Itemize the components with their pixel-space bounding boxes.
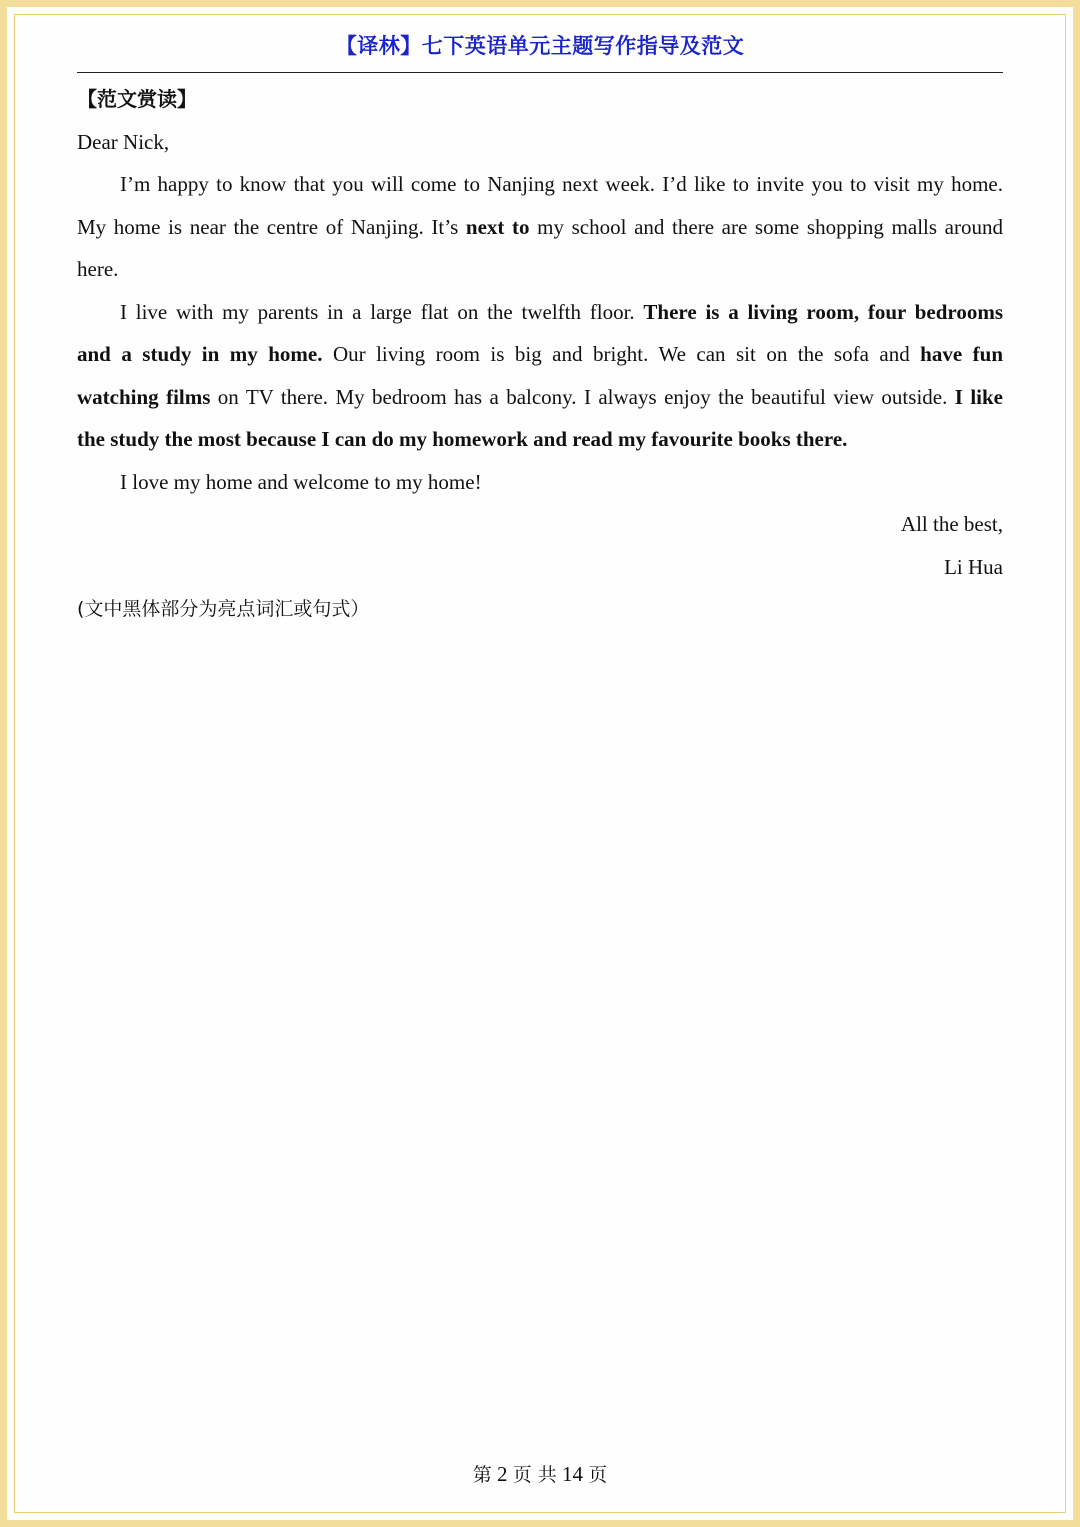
highlight-phrase: the study the most because I can do my homework and read my favourite books there. — [77, 427, 848, 451]
paragraph-2-line-1 — [77, 291, 1003, 334]
text-run: my school and there are some shopping malls around — [529, 214, 1003, 239]
total-page-number: 14 — [562, 1462, 584, 1486]
letter-closing: All the best, — [900, 512, 1003, 536]
highlight-phrase: I like — [954, 384, 1003, 409]
highlight-phrase: and a study in my home. — [77, 342, 323, 366]
paragraph-1-line-2 — [77, 206, 1003, 249]
highlight-phrase: watching films — [77, 384, 211, 409]
page-footer — [0, 1460, 1080, 1487]
footer-middle: 页 共 — [512, 1464, 557, 1486]
highlight-phrase: There is a living room, four bedrooms — [643, 299, 1004, 324]
text-run: Our living room is big and bright. We can sit on the sofa and — [322, 342, 921, 366]
paragraph-2-line-3 — [77, 376, 1003, 419]
header-title: 【译林】七下英语单元主题写作指导及范文 — [335, 34, 745, 58]
highlight-phrase: have fun — [920, 342, 1003, 366]
current-page-number: 2 — [496, 1462, 508, 1486]
paragraph-2-line-2 — [77, 333, 1003, 376]
document-body — [77, 78, 1003, 631]
paragraph-2-line-4 — [77, 418, 1003, 461]
highlight-phrase: next to — [465, 214, 530, 239]
highlight-note: (文中黑体部分为亮点词汇或句式） — [77, 598, 370, 620]
paragraph-1-line-3: here. — [77, 257, 119, 281]
letter-signature: Li Hua — [944, 554, 1003, 579]
footer-suffix: 页 — [588, 1464, 608, 1486]
text-run: on TV there. My bedroom has a balcony. I always enjoy the beautiful view outside. — [210, 384, 955, 409]
letter-greeting: Dear Nick, — [77, 129, 170, 154]
paragraph-3: I love my home and welcome to my home! — [120, 469, 482, 494]
text-run: I live with my parents in a large flat on the twelfth floor. — [120, 299, 644, 324]
paragraph-1-line-1: I’m happy to know that you will come to Nanjing next week. I’d like to invite you to visit my home. — [120, 172, 1003, 196]
header-rule — [77, 72, 1003, 73]
footer-prefix: 第 — [472, 1464, 492, 1486]
section-title: 【范文赏读】 — [77, 87, 197, 111]
text-run: My home is near the centre of Nanjing. It’s — [77, 214, 466, 239]
